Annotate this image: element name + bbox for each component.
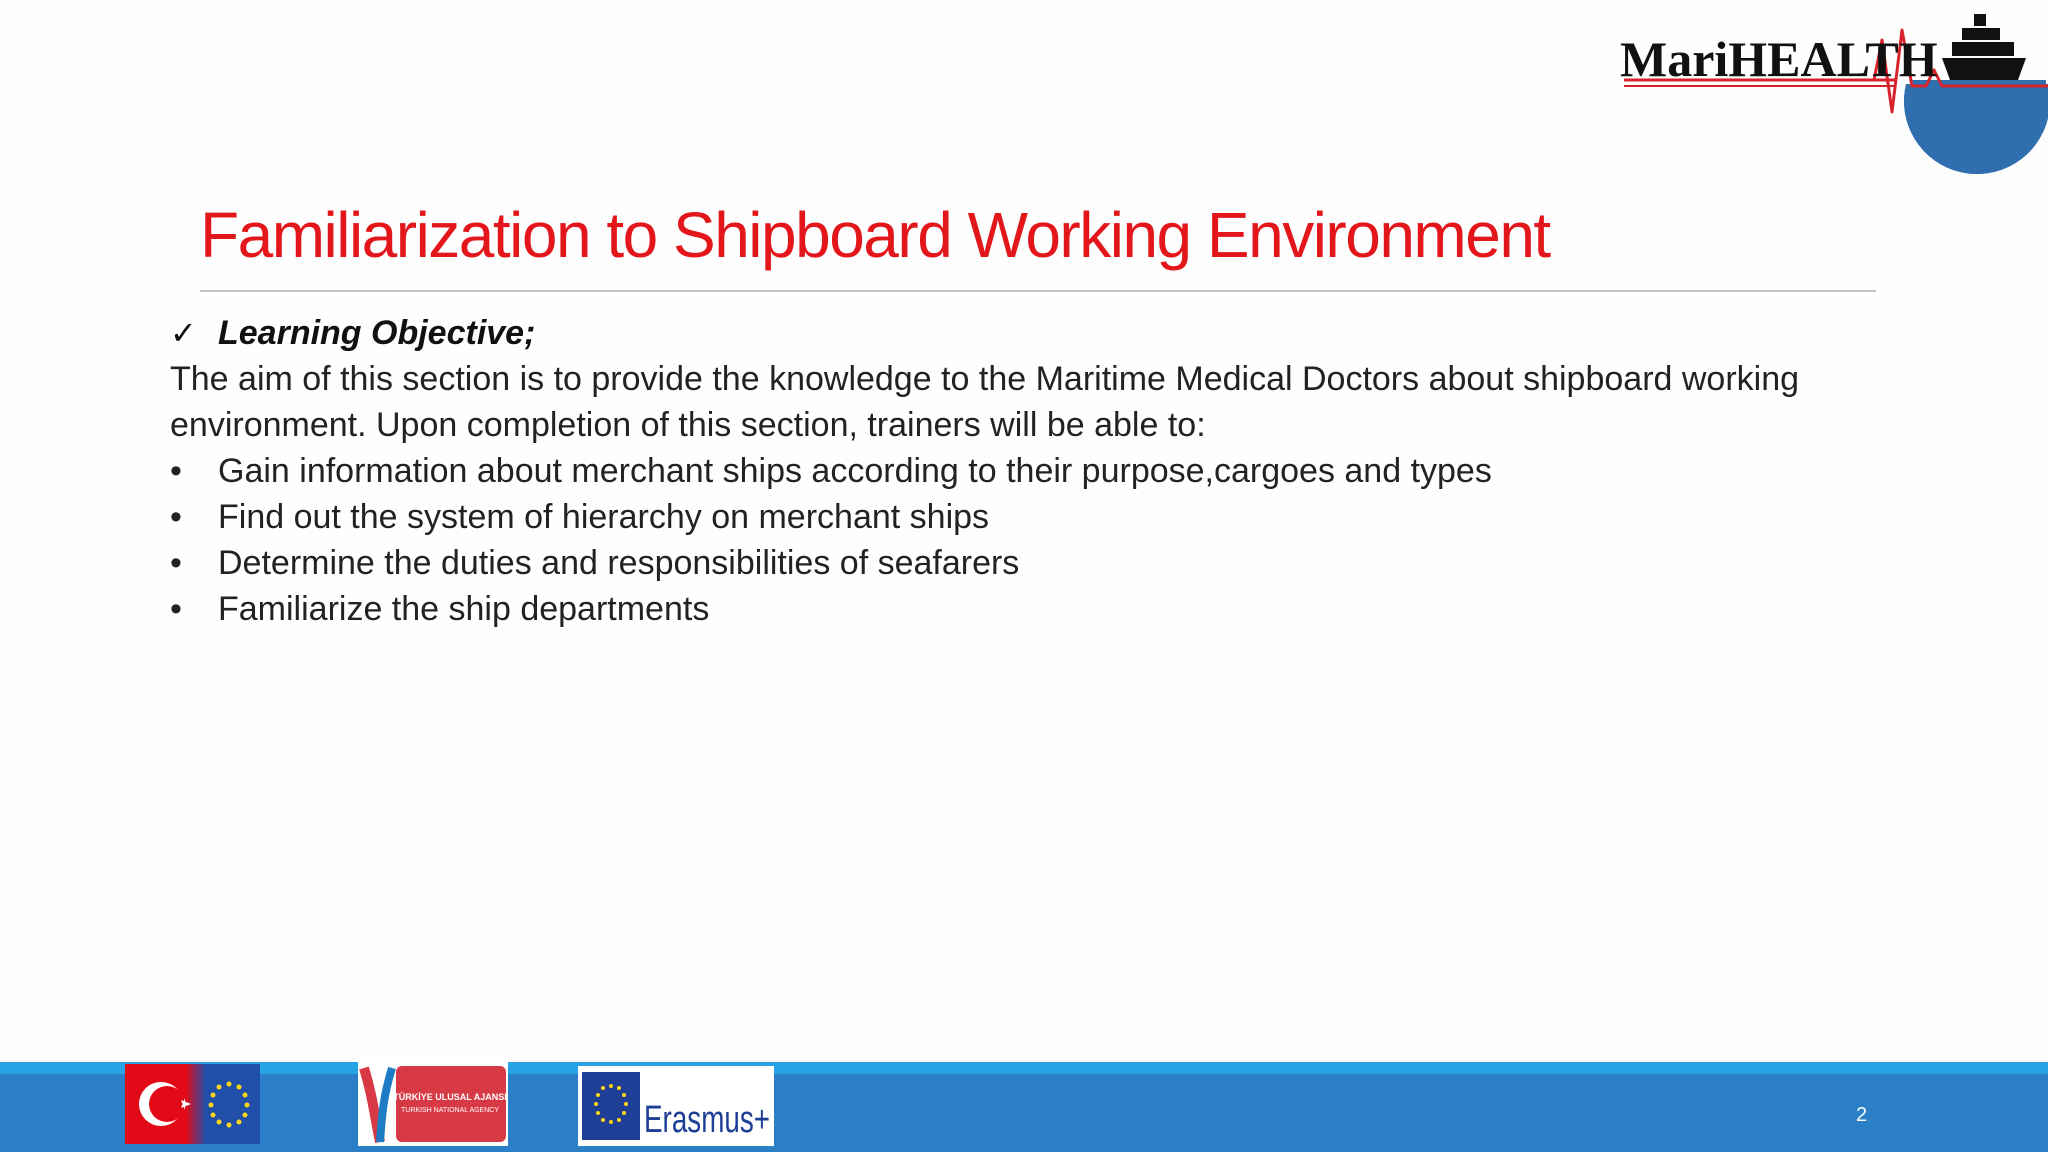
objective-list [170, 448, 1870, 632]
erasmus-label: Erasmus+ [644, 1099, 770, 1141]
bullet-icon: • [170, 452, 182, 490]
agency-line1: TÜRKİYE ULUSAL AJANSI [393, 1092, 507, 1102]
list-item [170, 586, 1870, 632]
list-item-text: Familiarize the ship departments [218, 590, 710, 628]
slide-content [170, 310, 1870, 632]
footer-stripe [0, 1062, 2048, 1074]
footer-bar [0, 1062, 2048, 1152]
objective-paragraph: The aim of this section is to provide the knowledge to the Maritime Medical Doctors about shipboard working environment. Upon completion of this section, trainers will be able to: [170, 360, 1800, 444]
erasmus-plus-logo [578, 1064, 774, 1148]
logo-wordmark: MariHEALTH [1620, 31, 1938, 87]
list-item-text: Gain information about merchant ships according to their purpose,cargoes and types [218, 452, 1492, 490]
bullet-icon: • [170, 590, 182, 628]
list-item-text: Determine the duties and responsibilities of seafarers [218, 544, 1020, 582]
bullet-icon: • [170, 544, 182, 582]
list-item [170, 540, 1870, 586]
marihealth-logo [1616, 0, 2048, 155]
checkmark-icon: ✓ [170, 315, 197, 351]
title-divider [200, 290, 1876, 292]
bullet-icon: • [170, 498, 182, 536]
list-item [170, 448, 1870, 494]
page-number: 2 [1856, 1104, 1868, 1126]
agency-line2: TURKISH NATIONAL AGENCY [400, 1107, 500, 1114]
list-item-text: Find out the system of hierarchy on merchant ships [218, 498, 990, 536]
turkish-national-agency-logo [358, 1060, 508, 1146]
list-item [170, 494, 1870, 540]
learning-objective-heading [170, 310, 1870, 356]
eu-flag-icon [582, 1072, 640, 1140]
objective-label: Learning Objective; [218, 314, 536, 352]
ship-icon [1942, 14, 2026, 80]
turkey-eu-flag-icon [125, 1064, 260, 1144]
slide-title: Familiarization to Shipboard Working Environment [200, 199, 1550, 271]
